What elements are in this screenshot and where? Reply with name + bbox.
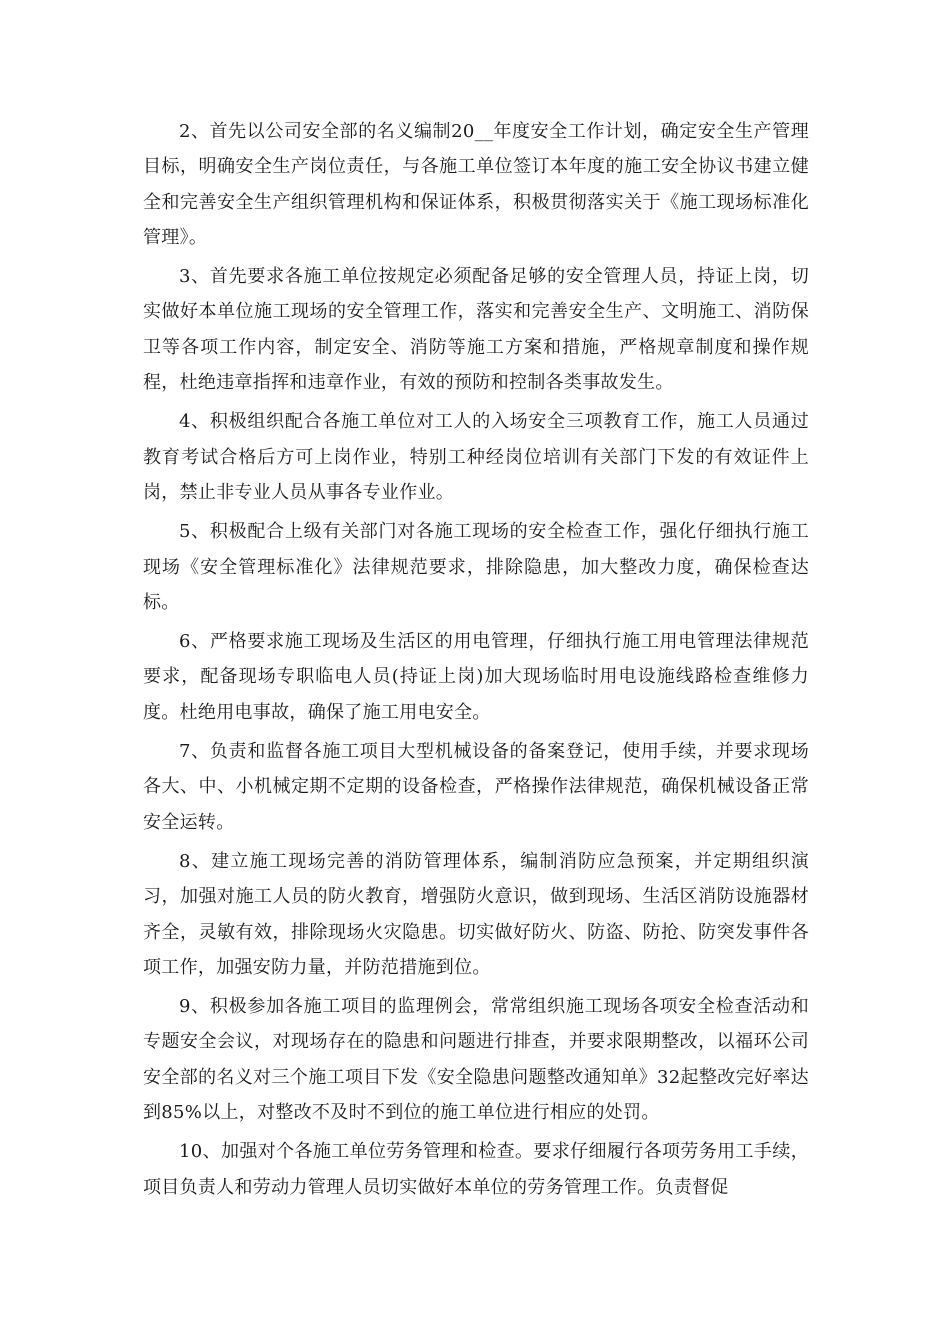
document-body [143,114,809,1209]
paragraph-6: 6、严格要求施工现场及生活区的用电管理，仔细执行施工用电管理法律规范要求，配备现场专职临电人员(持证上岗)加大现场临时用电设施线路检查维修力度。杜绝用电事故，确保了施工用电安全。 [143,631,809,723]
paragraph-4: 4、积极组织配合各施工单位对工人的入场安全三项教育工作，施工人员通过教育考试合格后方可上岗作业，特别工种经岗位培训有关部门下发的有效证件上岗，禁止非专业人员从事各专业作业。 [143,411,809,503]
paragraph-2: 2、首先以公司安全部的名义编制20__年度安全工作计划，确定安全生产管理目标，明确安全生产岗位责任，与各施工单位签订本年度的施工安全协议书建立健全和完善安全生产组织管理机构和保证体系，积极贯彻落实关于《施工现场标准化管理》。 [143,121,809,248]
paragraph-5: 5、积极配合上级有关部门对各施工现场的安全检查工作，强化仔细执行施工现场《安全管理标准化》法律规范要求，排除隐患，加大整改力度，确保检查达标。 [143,521,809,613]
paragraph-10: 10、加强对个各施工单位劳务管理和检查。要求仔细履行各项劳务用工手续，项目负责人和劳动力管理人员切实做好本单位的劳务管理工作。负责督促 [143,1141,809,1198]
paragraph-7: 7、负责和监督各施工项目大型机械设备的备案登记，使用手续，并要求现场各大、中、小机械定期不定期的设备检查，严格操作法律规范，确保机械设备正常安全运转。 [143,741,809,833]
paragraph-8: 8、建立施工现场完善的消防管理体系，编制消防应急预案，并定期组织演习，加强对施工人员的防火教育，增强防火意识，做到现场、生活区消防设施器材齐全，灵敏有效，排除现场火灾隐患。切实做好防火、防盗、防抢、防突发事件各项工作，加强安防力量，并防范措施到位。 [143,850,809,978]
paragraph-9: 9、积极参加各施工项目的监理例会，常常组织施工现场各项安全检查活动和专题安全会议，对现场存在的隐患和问题进行排查，并要求限期整改，以福环公司安全部的名义对三个施工项目下发《安全隐患问题整改通知单》32起整改完好率达到85%以上，对整改不及时不到位的施工单位进行相应的处罚。 [143,996,809,1124]
paragraph-3: 3、首先要求各施工单位按规定必须配备足够的安全管理人员，持证上岗，切实做好本单位施工现场的安全管理工作，落实和完善安全生产、文明施工、消防保卫等各项工作内容，制定安全、消防等施工方案和措施，严格规章制度和操作规程，杜绝违章指挥和违章作业，有效的预防和控制各类事故发生。 [143,266,809,394]
